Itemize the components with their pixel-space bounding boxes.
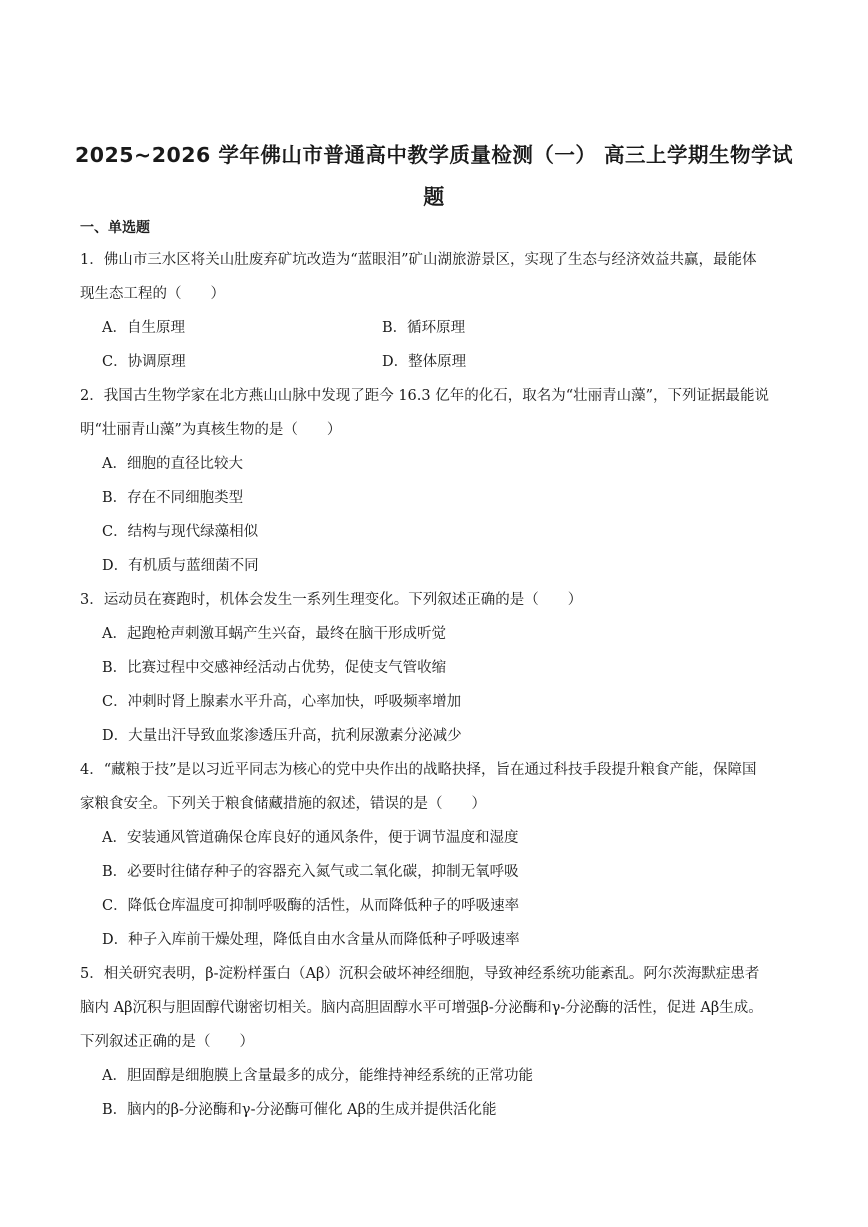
question-4-option-d: D．种子入库前干燥处理，降低自由水含量从而降低种子呼吸速率 — [102, 932, 520, 948]
question-2-option-c: C．结构与现代绿藻相似 — [102, 524, 259, 540]
question-2-option-b: B．存在不同细胞类型 — [102, 490, 244, 506]
question-3-option-a: A．起跑枪声刺激耳蜗产生兴奋，最终在脑干形成听觉 — [102, 626, 446, 642]
question-4-stem: 4．“藏粮于技”是以习近平同志为核心的党中央作出的战略抉择，旨在通过科技手段提升粮食产能，保障国 — [80, 762, 757, 778]
page-title-continued: 题 — [423, 185, 445, 209]
question-1-stem: 现生态工程的（ ） — [80, 286, 225, 302]
question-4-stem: 家粮食安全。下列关于粮食储藏措施的叙述，错误的是（ ） — [80, 796, 486, 812]
question-3-option-c: C．冲刺时肾上腺素水平升高，心率加快，呼吸频率增加 — [102, 694, 462, 710]
question-1-option-b: B．循环原理 — [382, 320, 466, 336]
question-5-stem: 下列叙述正确的是（ ） — [80, 1034, 254, 1050]
page-title: 2025~2026 学年佛山市普通高中教学质量检测（一） 高三上学期生物学试 — [74, 143, 794, 167]
question-3-option-d: D．大量出汗导致血浆渗透压升高，抗利尿激素分泌减少 — [102, 728, 462, 744]
question-5-stem: 脑内 Aβ沉积与胆固醇代谢密切相关。脑内高胆固醇水平可增强β-分泌酶和γ-分泌酶的活性，促进 Aβ生成。 — [80, 1000, 763, 1016]
question-5-option-b: B．脑内的β-分泌酶和γ-分泌酶可催化 Aβ的生成并提供活化能 — [102, 1102, 497, 1118]
question-4-option-b: B．必要时往储存种子的容器充入氮气或二氧化碳，抑制无氧呼吸 — [102, 864, 519, 880]
question-1-option-d: D．整体原理 — [382, 354, 467, 370]
question-5-option-a: A．胆固醇是细胞膜上含量最多的成分，能维持神经系统的正常功能 — [102, 1068, 533, 1084]
question-2-option-a: A．细胞的直径比较大 — [102, 456, 243, 472]
question-2-stem: 2．我国古生物学家在北方燕山山脉中发现了距今 16.3 亿年的化石，取名为“壮丽青山藻”，下列证据最能说 — [80, 388, 770, 404]
question-4-option-c: C．降低仓库温度可抑制呼吸酶的活性，从而降低种子的呼吸速率 — [102, 898, 520, 914]
question-2-stem: 明“壮丽青山藻”为真核生物的是（ ） — [80, 422, 342, 438]
question-4-option-a: A．安装通风管道确保仓库良好的通风条件，便于调节温度和湿度 — [102, 830, 519, 846]
question-1-stem: 1．佛山市三水区将关山肚废弃矿坑改造为“蓝眼泪”矿山湖旅游景区，实现了生态与经济效益共赢，最能体 — [80, 252, 757, 268]
question-1-option-c: C．协调原理 — [102, 354, 186, 370]
question-1-option-a: A．自生原理 — [102, 320, 185, 336]
question-3-stem: 3．运动员在赛跑时，机体会发生一系列生理变化。下列叙述正确的是（ ） — [80, 592, 583, 608]
section-heading: 一、单选题 — [80, 220, 150, 236]
question-2-option-d: D．有机质与蓝细菌不同 — [102, 558, 259, 574]
question-5-stem: 5．相关研究表明，β-淀粉样蛋白（Aβ）沉积会破坏神经细胞，导致神经系统功能紊乱。阿尔茨海默症患者 — [80, 966, 760, 982]
question-3-option-b: B．比赛过程中交感神经活动占优势，促使支气管收缩 — [102, 660, 447, 676]
